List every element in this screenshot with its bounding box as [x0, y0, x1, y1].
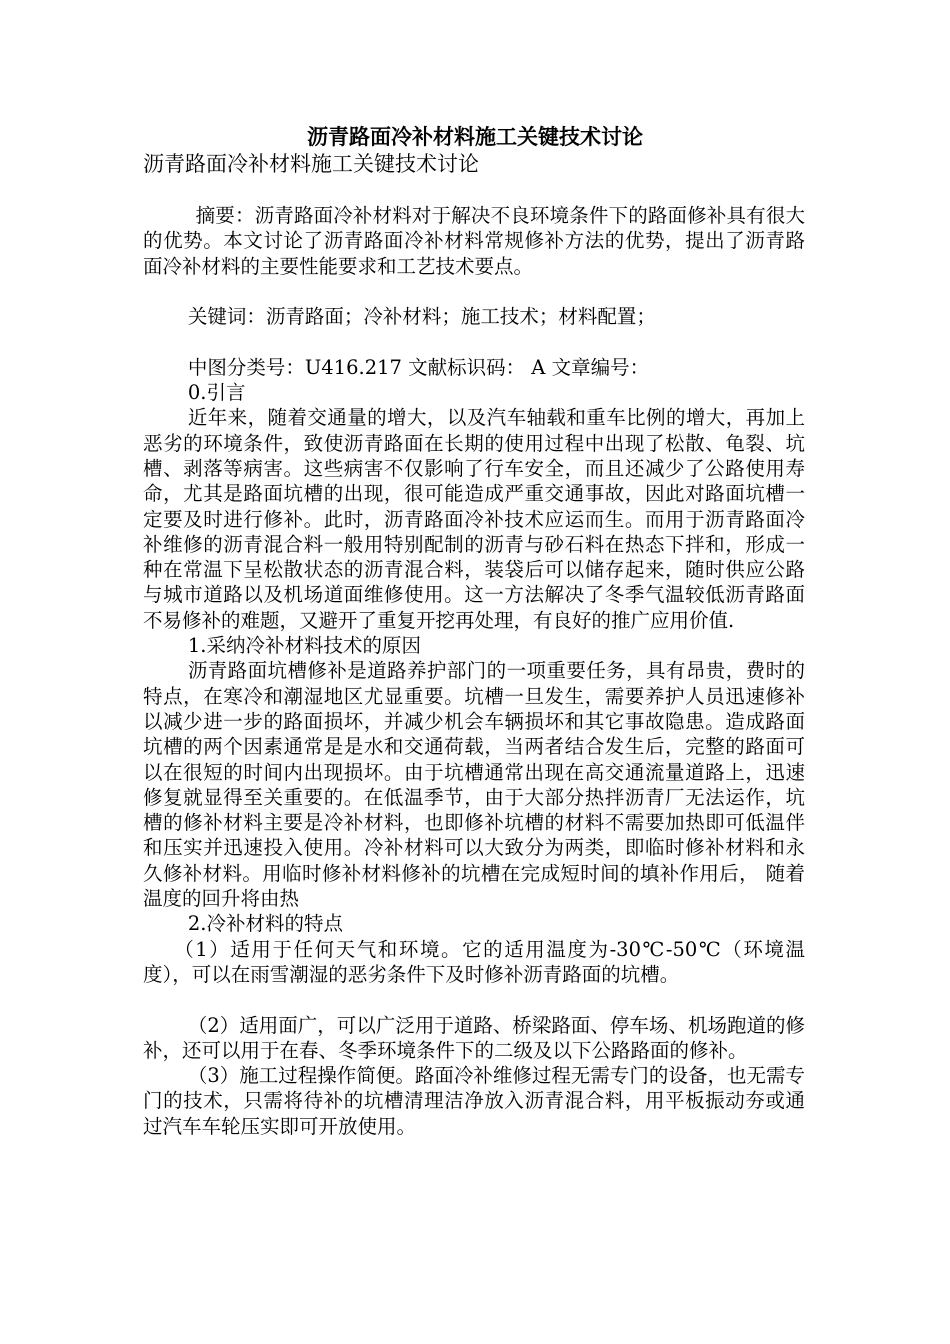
abstract-paragraph: 摘要：沥青路面冷补材料对于解决不良环境条件下的路面修补具有很大的优势。本文讨论了沥青路面冷补材料常规修补方法的优势，提出了沥青路面冷补材料的主要性能要求和工艺技术要点。	[143, 204, 805, 278]
section-heading-features: 2.冷补材料的特点	[187, 912, 343, 936]
feature-item-1: （1）适用于任何天气和环境。它的适用温度为-30℃-50℃（环境温度），可以在雨雪潮湿的恶劣条件下及时修补沥青路面的坑槽。	[143, 937, 805, 986]
reasons-paragraph: 沥青路面坑槽修补是道路养护部门的一项重要任务，具有昂贵，费时的特点，在寒冷和潮湿地区尤显重要。坑槽一旦发生，需要养护人员迅速修补以减少进一步的路面损坏，并减少机会车辆损坏和其它事故隐患。造成路面坑槽的两个因素通常是是水和交通荷载，当两者结合发生后，完整的路面可以在很短的时间内出现损坏。由于坑槽通常出现在高交通流量道路上，迅速修复就显得至关重要的。在低温季节，由于大部分热拌沥青厂无法运作，坑槽的修补材料主要是冷补材料，也即修补坑槽的材料不需要加热即可低温伴和压实并迅速投入使用。冷补材料可以大致分为两类，即临时修补材料和永久修补材料。用临时修补材料修补的坑槽在完成短时间的填补作用后， 随着温度的回升将由热	[143, 659, 805, 911]
document-title: 沥青路面冷补材料施工关键技术讨论	[307, 124, 643, 149]
section-heading-intro: 0.引言	[187, 381, 246, 405]
document-body	[143, 203, 805, 1139]
keywords-line: 关键词：沥青路面；冷补材料；施工技术；材料配置；	[187, 305, 656, 329]
classification-line: 中图分类号：U416.217 文献标识码： A 文章编号：	[187, 355, 650, 379]
feature-item-2: （2）适用面广，可以广泛用于道路、桥梁路面、停车场、机场跑道的修补，还可以用于在春、冬季环境条件下的二级及以下公路路面的修补。	[143, 1013, 805, 1062]
section-heading-reasons: 1.采纳冷补材料技术的原因	[187, 634, 421, 658]
intro-paragraph: 近年来，随着交通量的增大，以及汽车轴载和重车比例的增大，再加上恶劣的环境条件，致使沥青路面在长期的使用过程中出现了松散、龟裂、坑槽、剥落等病害。这些病害不仅影响了行车安全，而且还减少了公路使用寿命，尤其是路面坑槽的出现，很可能造成严重交通事故，因此对路面坑槽一定要及时进行修补。此时，沥青路面冷补技术应运而生。而用于沥青路面冷补维修的沥青混合料一般用特别配制的沥青与砂石料在热态下拌和，形成一种在常温下呈松散状态的沥青混合料，装袋后可以储存起来，随时供应公路与城市道路以及机场道面维修使用。这一方法解决了冬季气温较低沥青路面不易修补的难题，又避开了重复开挖再处理，有良好的推广应用价值.	[143, 406, 805, 632]
feature-item-3: （3）施工过程操作简便。路面冷补维修过程无需专门的设备，也无需专门的技术，只需将待补的坑槽清理洁净放入沥青混合料，用平板振动夯或通过汽车车轮压实即可开放使用。	[143, 1064, 805, 1138]
document-subtitle: 沥青路面冷补材料施工关键技术讨论	[143, 152, 479, 176]
